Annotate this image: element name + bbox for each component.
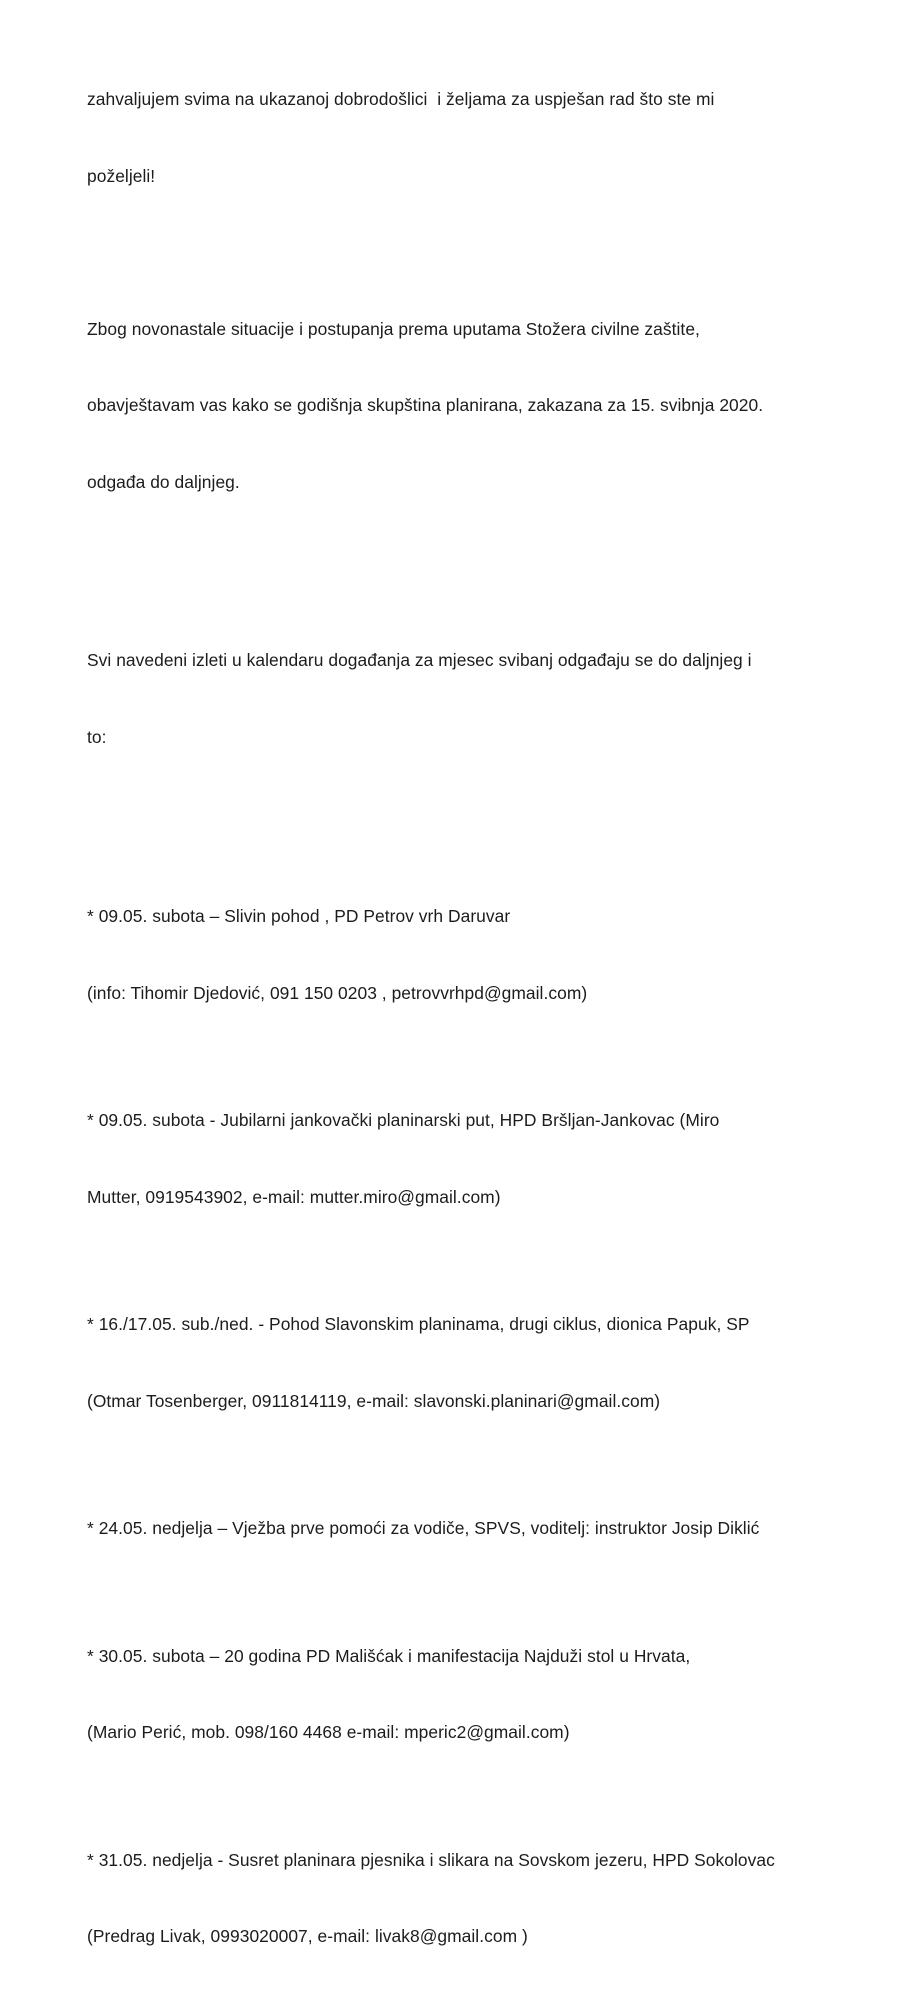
event-contact-line: Mutter, 0919543902, e-mail: mutter.miro@gmail.com) [87, 1186, 501, 1207]
text-line: zahvaljujem svima na ukazanoj dobrodošlici i željama za uspješan rad što ste mi [87, 89, 715, 109]
text-line: obavještavam vas kako se godišnja skupština planirana, zakazana za 15. svibnja 2020. [87, 395, 764, 415]
event-contact-line: (Otmar Tosenberger, 0911814119, e-mail: slavonski.planinari@gmail.com) [87, 1390, 661, 1411]
event-title-line: * 09.05. subota - Jubilarni jankovački planinarski put, HPD Bršljan-Jankovac (Miro [87, 1110, 720, 1130]
event-item [87, 1261, 877, 1465]
event-item [87, 1593, 877, 1797]
event-item [87, 1465, 877, 1593]
paragraph-gap [87, 546, 877, 597]
event-title-line: * 16./17.05. sub./ned. - Pohod Slavonskim planinama, drugi ciklus, dionica Papuk, SP [87, 1314, 750, 1334]
event-title-line: * 24.05. nedjelja – Vježba prve pomoći za vodiče, SPVS, voditelj: instruktor Josip Diklić [87, 1518, 760, 1538]
event-title-line: * 31.05. nedjelja - Susret planinara pjesnika i slikara na Sovskom jezeru, HPD Sokolovac [87, 1849, 775, 1870]
intro-paragraph [87, 36, 877, 240]
event-item [87, 853, 877, 1057]
paragraph-gap [87, 801, 877, 853]
event-contact-line: (Predrag Livak, 0993020007, e-mail: livak8@gmail.com ) [87, 1926, 528, 1946]
text-line: to: [87, 726, 107, 747]
text-line: poželjeli! [87, 165, 156, 186]
event-contact-line: (Mario Perić, mob. 098/160 4468 e-mail: mperic2@gmail.com) [87, 1722, 570, 1742]
paragraph-gap [87, 240, 877, 266]
event-contact-line: (info: Tihomir Djedović, 091 150 0203 , petrovvrhpd@gmail.com) [87, 982, 588, 1003]
text-line: odgađa do daljnjeg. [87, 471, 240, 492]
document-page [87, 36, 877, 2001]
notice-paragraph [87, 266, 877, 547]
text-line: Svi navedeni izleti u kalendaru događanja za mjesec svibanj odgađaju se do daljnjeg i [87, 650, 752, 670]
event-title-line: * 30.05. subota – 20 godina PD Mališćak i manifestacija Najduži stol u Hrvata, [87, 1645, 691, 1666]
event-item [87, 1797, 877, 2001]
trips-intro-paragraph [87, 597, 877, 801]
events-list [87, 853, 877, 2001]
event-title-line: * 09.05. subota – Slivin pohod , PD Petrov vrh Daruvar [87, 906, 511, 926]
text-line: Zbog novonastale situacije i postupanja prema uputama Stožera civilne zaštite, [87, 318, 700, 339]
event-item [87, 1057, 877, 1261]
